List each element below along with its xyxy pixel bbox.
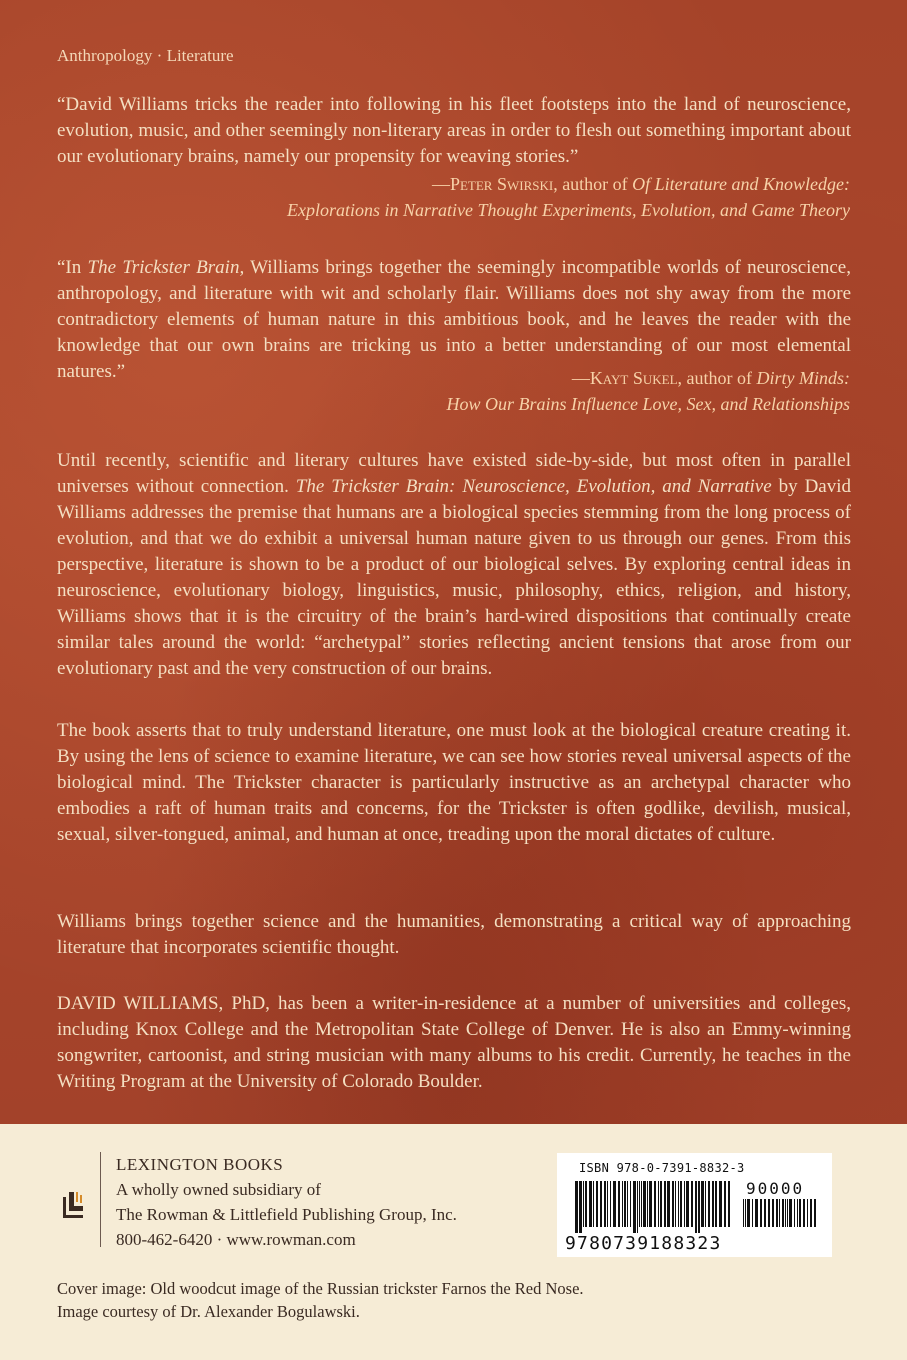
barcode-bar — [678, 1181, 679, 1227]
attribution-dash: — — [571, 368, 590, 388]
barcode-bar — [787, 1199, 788, 1227]
barcode-bar — [604, 1181, 606, 1227]
description-book-title: The Trickster Brain: Neuroscience, Evolution, and Narrative — [295, 476, 772, 497]
attribution-author: Peter Swirski — [449, 174, 554, 194]
barcode-bar — [613, 1181, 616, 1227]
attribution-book-title: Of Literature and Knowledge: — [632, 174, 850, 194]
barcode-bar — [639, 1181, 640, 1227]
barcode-bar — [658, 1181, 659, 1227]
barcode-bar — [814, 1199, 816, 1227]
blurb-sukel-start: “In — [57, 257, 88, 278]
blurb-sukel-book-title: The Trickster Brain, — [87, 257, 245, 278]
barcode-bar — [622, 1181, 623, 1227]
publisher-website[interactable]: www.rowman.com — [226, 1230, 356, 1249]
publisher-contact-separator: · — [216, 1230, 223, 1249]
barcode-bar — [596, 1181, 598, 1227]
barcode-bar — [593, 1181, 594, 1227]
attribution-book-title: Dirty Minds: — [756, 368, 850, 388]
barcode-bar — [803, 1199, 805, 1227]
category-literature: Literature — [166, 46, 234, 65]
price-code: 90000 — [746, 1179, 805, 1198]
barcode-bar — [583, 1181, 584, 1227]
lexington-logo-icon — [60, 1188, 86, 1222]
cover-image-credit-line-1: Cover image: Old woodcut image of the Russian trickster Farnos the Red Nose. — [57, 1279, 584, 1298]
publisher-name: LEXINGTON BOOKS — [116, 1155, 284, 1174]
barcode-bar — [649, 1181, 652, 1227]
barcode-bar — [691, 1181, 693, 1227]
isbn-label: ISBN 978-0-7391-8832-3 — [579, 1161, 745, 1175]
publisher-contact — [116, 1228, 356, 1252]
barcode-bar — [579, 1181, 582, 1233]
author-name: DAVID WILLIAMS — [57, 993, 219, 1014]
attribution-author-of: , author of — [677, 368, 757, 388]
barcode-bar — [785, 1199, 786, 1227]
attribution-author: Kayt Sukel — [589, 368, 678, 388]
description-paragraph-3: Williams brings together science and the humanities, demonstrating a critical way of approaching literature that incorporates scientific thought. — [57, 911, 851, 958]
publisher-divider — [100, 1152, 101, 1247]
barcode-bar — [633, 1181, 636, 1233]
barcode-bar — [667, 1181, 670, 1227]
barcode-bar — [789, 1199, 792, 1227]
barcode-bar — [708, 1181, 710, 1227]
barcode-bar — [684, 1181, 685, 1227]
barcode-number: 9780739188323 — [565, 1233, 722, 1254]
barcode-bar — [672, 1181, 674, 1227]
barcode-bar — [712, 1181, 714, 1227]
barcode-bar — [618, 1181, 620, 1227]
attribution-book-subtitle: Explorations in Narrative Thought Experiments, Evolution, and Game Theory — [287, 200, 850, 220]
attribution-dash: — — [431, 174, 450, 194]
category-separator: · — [156, 46, 163, 65]
barcode-bar — [719, 1181, 722, 1227]
barcode-bar — [794, 1199, 795, 1227]
barcode-bar — [647, 1181, 648, 1227]
barcode-bar — [799, 1199, 801, 1227]
barcode-bar — [764, 1199, 766, 1227]
cover-image-credit-line-2: Image courtesy of Dr. Alexander Bogulawski. — [57, 1302, 360, 1321]
barcode-bar — [627, 1181, 628, 1227]
category-line — [57, 44, 851, 68]
isbn-barcode — [557, 1153, 832, 1257]
barcode-bar — [637, 1181, 638, 1233]
attribution-author-of: , author of — [553, 174, 633, 194]
blurb-sukel-rest: Williams brings together the seemingly incompatible worlds of neuroscience, anthropology, and literature with wit and scholarly flair. Williams does not shy away from the more contradictory elements of human nature in this ambitious book, and he leaves the reader with the knowledge that our own brains are tricking us into a better understanding of our most elemental natures.” — [57, 257, 851, 382]
barcode-bar — [747, 1199, 750, 1227]
barcode-addon-bars — [743, 1199, 821, 1233]
barcode-bar — [701, 1181, 704, 1227]
barcode-bar — [654, 1181, 656, 1227]
barcode-bar — [779, 1199, 780, 1227]
barcode-bar — [698, 1181, 700, 1233]
barcode-bar — [810, 1199, 812, 1227]
barcode-bar — [664, 1181, 666, 1227]
barcode-bar — [624, 1181, 626, 1227]
barcode-main-bars — [575, 1181, 735, 1233]
publisher-line-2: A wholly owned subsidiary of — [116, 1180, 321, 1199]
category-anthropology: Anthropology — [57, 46, 153, 65]
barcode-bar — [660, 1181, 662, 1227]
barcode-bar — [755, 1199, 758, 1227]
barcode-bar — [630, 1181, 631, 1227]
barcode-bar — [575, 1181, 578, 1233]
barcode-bar — [675, 1181, 676, 1227]
publisher-line-3: The Rowman & Littlefield Publishing Group, Inc. — [116, 1205, 457, 1224]
barcode-bar — [715, 1181, 717, 1227]
blurb-swirski: “David Williams tricks the reader into following in his fleet footsteps into the land of neuroscience, evolution, music, and other seemingly non-literary areas in order to flesh out something important about our evolutionary brains, namely our propensity for weaving stories.” — [57, 94, 851, 167]
barcode-bar — [585, 1181, 587, 1227]
barcode-bar — [686, 1181, 689, 1227]
author-bio-text: , PhD, has been a writer-in-residence at a number of universities and colleges, including Knox College and the Metropolitan State College of Denver. He is also an Emmy-winning songwriter, cartoonist, and string musician with many albums to his credit. Currently, he teaches in the Writing Program at the University of Colorado Boulder. — [57, 993, 851, 1092]
description-paragraph-1 — [57, 448, 851, 682]
barcode-bar — [680, 1181, 682, 1227]
description-p1-rest: by David Williams addresses the premise that humans are a biological species stemming from the long process of evolution, and that we do exhibit a universal human nature given to us through our genes. From this perspective, literature is shown to be a product of our biological selves. By exploring central ideas in neuroscience, evolutionary biology, linguistics, music, philosophy, ethics, religion, and history, Williams shows that it is the circuitry of the brain’s hard-wired dispositions that continually create similar tales around the world: “archetypal” stories reflecting ancient tensions that arose from our evolutionary past and the very construction of our brains. — [57, 476, 851, 679]
barcode-bar — [643, 1181, 646, 1227]
barcode-bar — [776, 1199, 778, 1227]
author-bio — [57, 991, 851, 1095]
barcode-bar — [760, 1199, 762, 1227]
barcode-bar — [705, 1181, 706, 1227]
blurb-swirski-attribution — [287, 171, 850, 223]
barcode-bar — [743, 1199, 744, 1227]
barcode-bar — [641, 1181, 642, 1227]
blurb-sukel-attribution — [447, 365, 850, 417]
barcode-bar — [724, 1181, 726, 1227]
barcode-bar — [782, 1199, 784, 1227]
barcode-bar — [807, 1199, 808, 1227]
barcode-bar — [695, 1181, 697, 1233]
barcode-bar — [768, 1199, 770, 1227]
barcode-bar — [589, 1181, 592, 1227]
barcode-bar — [797, 1199, 798, 1227]
barcode-bar — [728, 1181, 730, 1227]
attribution-book-subtitle: How Our Brains Influence Love, Sex, and Relationships — [446, 394, 850, 414]
barcode-bar — [752, 1199, 753, 1227]
barcode-bar — [607, 1181, 608, 1227]
publisher-phone: 800-462-6420 — [116, 1230, 213, 1249]
barcode-bar — [772, 1199, 774, 1227]
barcode-bar — [600, 1181, 602, 1227]
description-p1-start: Until recently, scientific and literary cultures have existed side-by-side, but most often in parallel universes without connection. — [57, 450, 851, 497]
barcode-bar — [610, 1181, 611, 1227]
description-paragraph-2: The book asserts that to truly understand literature, one must look at the biological creature creating it. By using the lens of science to examine literature, we can see how stories reveal universal aspects of the biological mind. The Trickster character is particularly instructive as an archetypal character who embodies a raft of human traits and concerns, for the Trickster is often godlike, devilish, musical, sexual, silver-tongued, animal, and human at once, treading upon the moral dictates of culture. — [57, 720, 851, 845]
barcode-bar — [745, 1199, 746, 1227]
